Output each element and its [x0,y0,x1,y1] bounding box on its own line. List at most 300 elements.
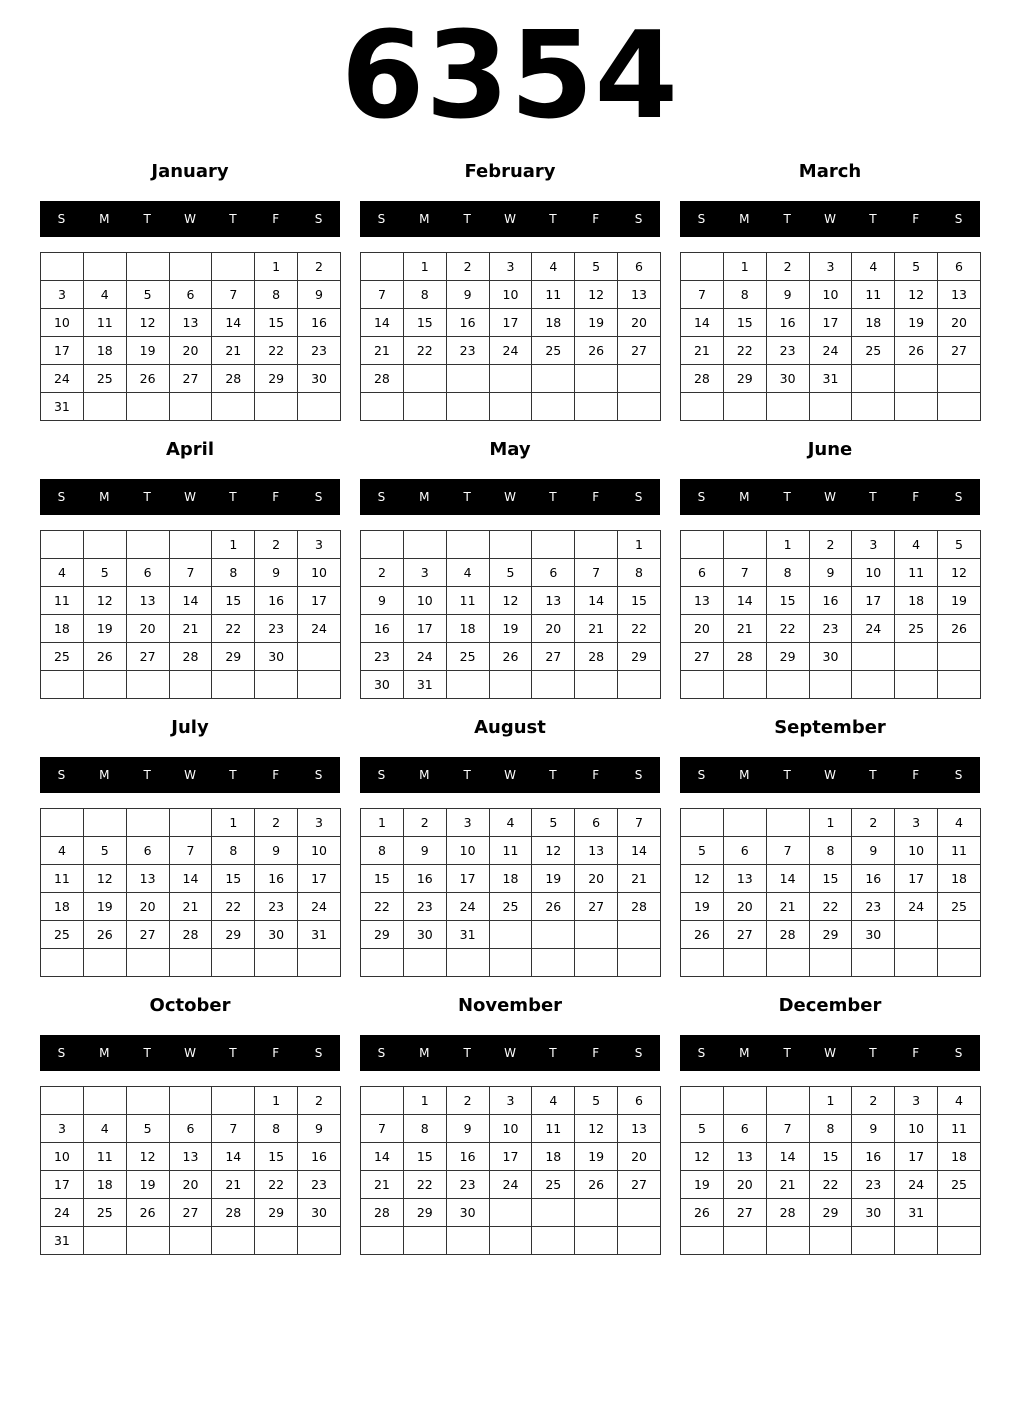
day-cell: 20 [723,1171,766,1199]
day-cell [895,643,938,671]
day-cell: 1 [809,1087,852,1115]
weekday-label: M [99,1046,110,1060]
day-cell: 30 [361,671,404,699]
weekday-label: W [184,1046,196,1060]
weekday-header-bar [360,757,660,793]
day-cell [41,253,84,281]
day-cell: 4 [895,531,938,559]
day-cell: 28 [723,643,766,671]
week-row [361,865,661,893]
day-cell: 13 [723,1143,766,1171]
weekday-label: S [697,1046,706,1060]
week-row [681,309,981,337]
day-cell: 21 [681,337,724,365]
day-cell: 21 [361,1171,404,1199]
day-cell: 19 [126,1171,169,1199]
day-cell: 8 [723,281,766,309]
week-row [41,1227,341,1255]
day-cell: 12 [532,837,575,865]
weekday-label: S [377,768,386,782]
day-cell [575,921,618,949]
day-cell: 16 [766,309,809,337]
day-cell [681,253,724,281]
day-cell: 28 [766,921,809,949]
day-cell: 26 [575,1171,618,1199]
week-row [681,671,981,699]
day-cell: 29 [361,921,404,949]
day-cell: 5 [126,1115,169,1143]
week-row [681,643,981,671]
day-cell: 25 [489,893,532,921]
day-cell: 27 [618,1171,661,1199]
day-cell: 21 [723,615,766,643]
day-cell: 20 [618,309,661,337]
day-cell: 17 [489,309,532,337]
day-cell: 18 [446,615,489,643]
day-cell [255,1227,298,1255]
day-cell [361,1227,404,1255]
day-cell: 25 [938,893,981,921]
day-cell [41,531,84,559]
day-cell [489,531,532,559]
week-row [681,1087,981,1115]
weekday-label: W [824,1046,836,1060]
week-row [681,559,981,587]
week-row [361,281,661,309]
day-cell [938,921,981,949]
day-grid [680,808,981,977]
weekday-label: M [739,768,750,782]
day-cell: 17 [41,337,84,365]
day-cell [852,643,895,671]
day-cell: 4 [852,253,895,281]
day-cell [489,921,532,949]
weekday-label: T [783,1046,791,1060]
day-cell: 31 [403,671,446,699]
day-cell [169,531,212,559]
day-cell [938,643,981,671]
day-cell [446,531,489,559]
day-cell: 15 [809,865,852,893]
day-cell [766,949,809,977]
day-cell: 9 [446,281,489,309]
day-cell: 8 [809,1115,852,1143]
weekday-label: F [912,1046,920,1060]
day-cell: 9 [403,837,446,865]
day-cell [532,393,575,421]
weekday-label: S [954,1046,963,1060]
day-cell [766,393,809,421]
day-cell: 18 [83,337,126,365]
day-cell [169,1087,212,1115]
weekday-label: T [143,490,151,504]
day-cell: 4 [83,281,126,309]
day-cell [723,949,766,977]
day-cell: 30 [852,921,895,949]
day-cell [169,393,212,421]
week-row [681,531,981,559]
day-cell [766,809,809,837]
weekday-label: T [549,212,557,226]
day-cell: 3 [298,809,341,837]
day-cell: 22 [212,615,255,643]
week-row [41,253,341,281]
day-cell: 24 [489,1171,532,1199]
day-cell [723,393,766,421]
day-cell [41,671,84,699]
day-cell: 3 [489,253,532,281]
day-cell: 18 [532,309,575,337]
week-row [681,1199,981,1227]
day-cell [938,949,981,977]
day-cell: 16 [446,1143,489,1171]
day-cell: 26 [575,337,618,365]
day-cell: 22 [723,337,766,365]
day-cell: 26 [681,1199,724,1227]
day-cell: 29 [809,921,852,949]
day-cell: 1 [255,253,298,281]
day-cell [446,365,489,393]
weekday-label: T [549,490,557,504]
week-row [681,337,981,365]
day-cell [212,1227,255,1255]
day-cell: 4 [83,1115,126,1143]
weekday-label: S [377,212,386,226]
day-cell: 17 [403,615,446,643]
day-cell: 20 [126,893,169,921]
day-grid [360,808,661,977]
day-cell [852,1227,895,1255]
day-cell: 25 [532,1171,575,1199]
week-row [681,949,981,977]
year-title: 6354 [341,7,679,146]
day-cell: 20 [532,615,575,643]
day-cell: 21 [766,1171,809,1199]
day-cell [938,1199,981,1227]
week-row [361,1227,661,1255]
day-cell: 13 [532,587,575,615]
day-cell: 22 [809,1171,852,1199]
day-cell [852,949,895,977]
day-cell: 28 [169,643,212,671]
day-cell: 13 [126,865,169,893]
weekday-label: W [504,768,516,782]
day-cell: 8 [212,559,255,587]
day-cell: 7 [766,837,809,865]
day-cell: 5 [532,809,575,837]
day-cell [723,1087,766,1115]
day-cell: 5 [895,253,938,281]
day-cell: 10 [446,837,489,865]
weekday-label: M [419,490,430,504]
day-cell: 5 [575,1087,618,1115]
day-cell: 24 [41,1199,84,1227]
day-cell [169,253,212,281]
day-cell: 16 [852,1143,895,1171]
day-cell [255,949,298,977]
day-cell [895,365,938,393]
day-cell: 21 [212,337,255,365]
day-grid [360,530,661,699]
day-cell [852,671,895,699]
day-cell: 27 [938,337,981,365]
day-cell: 16 [255,865,298,893]
day-cell: 28 [361,1199,404,1227]
week-row [41,1115,341,1143]
day-cell: 17 [895,865,938,893]
day-cell: 29 [809,1199,852,1227]
day-cell: 3 [809,253,852,281]
day-cell: 22 [255,337,298,365]
week-row [361,587,661,615]
day-cell: 23 [766,337,809,365]
day-cell [575,393,618,421]
weekday-label: T [869,212,877,226]
day-cell: 9 [361,587,404,615]
day-cell: 18 [41,615,84,643]
weekday-label: S [697,212,706,226]
week-row [681,281,981,309]
day-cell [809,671,852,699]
month-name: July [171,717,209,738]
week-row [41,643,341,671]
month-name: December [778,995,882,1016]
day-cell [575,531,618,559]
day-cell: 15 [255,309,298,337]
day-cell: 24 [895,1171,938,1199]
day-cell: 7 [723,559,766,587]
weekday-label: S [57,212,66,226]
day-cell: 21 [575,615,618,643]
day-cell: 10 [809,281,852,309]
weekday-label: W [184,490,196,504]
day-cell: 21 [212,1171,255,1199]
day-cell [895,671,938,699]
day-cell: 3 [489,1087,532,1115]
day-cell: 8 [212,837,255,865]
day-cell: 1 [618,531,661,559]
weekday-label: M [419,1046,430,1060]
week-row [361,671,661,699]
weekday-header-bar [40,1035,340,1071]
day-cell: 17 [298,865,341,893]
day-cell [361,1087,404,1115]
day-cell [618,921,661,949]
day-cell: 20 [618,1143,661,1171]
weekday-label: T [869,1046,877,1060]
day-cell [83,949,126,977]
day-cell: 25 [41,643,84,671]
day-cell: 13 [169,309,212,337]
weekday-label: S [377,490,386,504]
day-cell [489,365,532,393]
week-row [41,949,341,977]
weekday-label: T [229,1046,237,1060]
day-cell: 1 [809,809,852,837]
weekday-label: S [954,212,963,226]
week-row [361,643,661,671]
week-row [361,893,661,921]
day-cell [126,949,169,977]
day-cell: 4 [938,1087,981,1115]
day-cell: 1 [766,531,809,559]
day-cell: 22 [766,615,809,643]
weekday-label: T [463,490,471,504]
day-cell [361,531,404,559]
day-cell: 11 [895,559,938,587]
day-cell: 15 [403,1143,446,1171]
day-cell: 6 [169,1115,212,1143]
week-row [361,921,661,949]
day-cell: 7 [575,559,618,587]
day-cell [126,253,169,281]
week-row [41,1171,341,1199]
day-cell [895,921,938,949]
day-cell: 28 [212,365,255,393]
day-cell: 26 [489,643,532,671]
day-cell [575,365,618,393]
day-cell: 22 [809,893,852,921]
day-cell: 10 [489,1115,532,1143]
weekday-label: T [143,212,151,226]
day-cell: 27 [575,893,618,921]
day-cell: 9 [766,281,809,309]
weekday-label: F [592,1046,600,1060]
day-cell [532,531,575,559]
day-cell: 25 [83,365,126,393]
day-cell [532,921,575,949]
day-cell [298,1227,341,1255]
day-cell: 30 [255,643,298,671]
day-cell: 28 [766,1199,809,1227]
day-grid [40,252,341,421]
day-cell [169,809,212,837]
day-cell: 15 [618,587,661,615]
week-row [41,615,341,643]
weekday-label: S [57,1046,66,1060]
day-cell: 13 [723,865,766,893]
day-cell: 19 [126,337,169,365]
day-cell: 21 [618,865,661,893]
day-cell: 15 [766,587,809,615]
day-cell: 11 [852,281,895,309]
day-cell [126,809,169,837]
day-cell: 7 [361,1115,404,1143]
week-row [361,309,661,337]
day-cell [298,671,341,699]
day-cell: 19 [532,865,575,893]
day-cell [403,1227,446,1255]
day-cell [723,671,766,699]
weekday-label: T [229,768,237,782]
day-cell: 12 [83,865,126,893]
day-cell: 13 [169,1143,212,1171]
day-cell: 18 [895,587,938,615]
weekday-label: M [419,212,430,226]
day-cell: 23 [298,1171,341,1199]
weekday-label: W [824,490,836,504]
weekday-label: T [463,212,471,226]
weekday-label: F [912,490,920,504]
day-cell: 23 [361,643,404,671]
day-cell: 30 [255,921,298,949]
day-cell: 13 [618,1115,661,1143]
day-cell: 12 [681,865,724,893]
day-cell: 29 [212,921,255,949]
day-cell [489,671,532,699]
weekday-label: S [954,768,963,782]
weekday-label: F [272,490,280,504]
weekday-label: S [314,1046,323,1060]
day-cell [212,1087,255,1115]
week-row [681,1227,981,1255]
day-cell: 13 [575,837,618,865]
month-name: November [457,995,563,1016]
weekday-label: T [463,1046,471,1060]
weekday-label: T [783,212,791,226]
day-cell: 20 [575,865,618,893]
day-cell: 28 [681,365,724,393]
day-cell: 30 [766,365,809,393]
weekday-label: S [57,490,66,504]
day-cell: 18 [938,865,981,893]
day-cell [618,671,661,699]
week-row [41,671,341,699]
day-cell: 22 [403,1171,446,1199]
day-cell: 30 [298,365,341,393]
day-cell: 22 [618,615,661,643]
day-cell: 18 [938,1143,981,1171]
day-cell: 11 [938,1115,981,1143]
day-cell: 17 [41,1171,84,1199]
day-cell: 2 [766,253,809,281]
week-row [41,809,341,837]
weekday-label: S [634,1046,643,1060]
day-cell: 4 [41,837,84,865]
day-cell: 20 [681,615,724,643]
day-cell [532,1199,575,1227]
day-cell: 5 [83,559,126,587]
day-cell: 25 [446,643,489,671]
day-cell: 31 [298,921,341,949]
day-cell [212,671,255,699]
weekday-header-bar [680,479,980,515]
day-cell: 10 [41,1143,84,1171]
weekday-label: T [783,490,791,504]
day-cell: 2 [446,253,489,281]
weekday-label: T [549,1046,557,1060]
day-cell [41,949,84,977]
day-cell: 16 [403,865,446,893]
day-cell: 7 [766,1115,809,1143]
day-cell: 12 [126,1143,169,1171]
day-cell: 25 [532,337,575,365]
weekday-label: S [314,212,323,226]
day-cell [809,949,852,977]
weekday-label: T [143,768,151,782]
month-name: January [151,161,229,182]
day-cell: 31 [809,365,852,393]
week-row [361,559,661,587]
day-cell: 25 [41,921,84,949]
day-cell [169,1227,212,1255]
day-cell: 10 [895,837,938,865]
week-row [681,1115,981,1143]
day-cell [575,949,618,977]
month-name: June [807,439,853,460]
day-cell: 5 [681,837,724,865]
weekday-label: W [504,1046,516,1060]
